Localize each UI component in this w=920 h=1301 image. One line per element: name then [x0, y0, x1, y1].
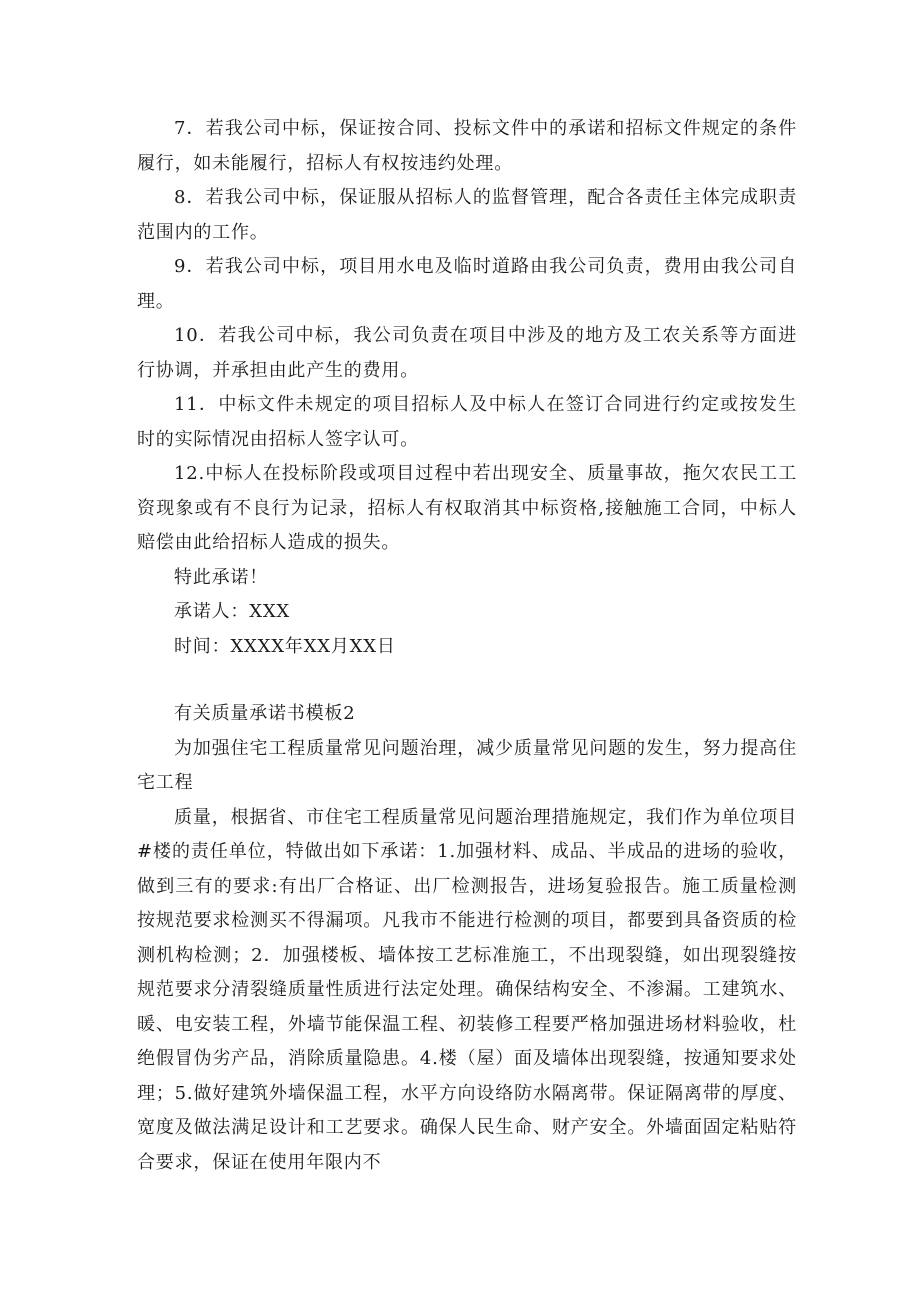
commitment-item-8: 8．若我公司中标，保证服从招标人的监督管理，配合各责任主体完成职责范围内的工作。 [137, 187, 797, 243]
document-page [137, 112, 797, 1180]
template2-intro: 为加强住宅工程质量常见问题治理，减少质量常见问题的发生，努力提高住宅工程 [137, 737, 797, 793]
section-spacer [137, 664, 797, 697]
commitment-item-9: 9．若我公司中标，项目用水电及临时道路由我公司负责，费用由我公司自理。 [137, 256, 797, 312]
commitment-item-10: 10．若我公司中标，我公司负责在项目中涉及的地方及工农关系等方面进行协调，并承担由此产生的费用。 [137, 325, 797, 381]
template2-body: 质量，根据省、市住宅工程质量常见问题治理措施规定，我们作为单位项目#楼的责任单位，特做出如下承诺：1.加强材料、成品、半成品的进场的验收，做到三有的要求:有出厂合格证、出厂检测报告，进场复验报告。施工质量检测按规范要求检测买不得漏项。凡我市不能进行检测的项目，都要到具备资质的检测机构检测；2．加强楼板、墙体按工艺标准施工，不出现裂缝，如出现裂缝按规范要求分清裂缝质量性质进行法定处理。确保结构安全、不渗漏。工建筑水、暖、电安装工程，外墙节能保温工程、初装修工程要严格加强进场材料验收，杜绝假冒伪劣产品，消除质量隐患。4.楼（屋）面及墙体出现裂缝，按通知要求处理；5.做好建筑外墙保温工程，水平方向设络防水隔离带。保证隔离带的厚度、宽度及做法满足设计和工艺要求。确保人民生命、财产安全。外墙面固定粘贴符合要求，保证在使用年限内不 [137, 806, 797, 1173]
signer-line: 承诺人：XXX [174, 601, 291, 622]
commitment-item-7: 7．若我公司中标，保证按合同、投标文件中的承诺和招标文件规定的条件履行，如未能履行，招标人有权按违约处理。 [137, 118, 797, 174]
commitment-item-12: 12.中标人在投标阶段或项目过程中若出现安全、质量事故，拖欠农民工工资现象或有不良行为记录，招标人有权取消其中标资格,接触施工合同，中标人赔偿由此给招标人造成的损失。 [137, 463, 797, 553]
date-line: 时间：XXXX年XX月XX日 [174, 635, 396, 657]
closing-statement: 特此承诺！ [174, 566, 268, 588]
commitment-item-11: 11．中标文件未规定的项目招标人及中标人在签订合同进行约定或按发生时的实际情况由招标人签字认可。 [137, 394, 797, 450]
template2-title: 有关质量承诺书模板2 [174, 703, 356, 724]
